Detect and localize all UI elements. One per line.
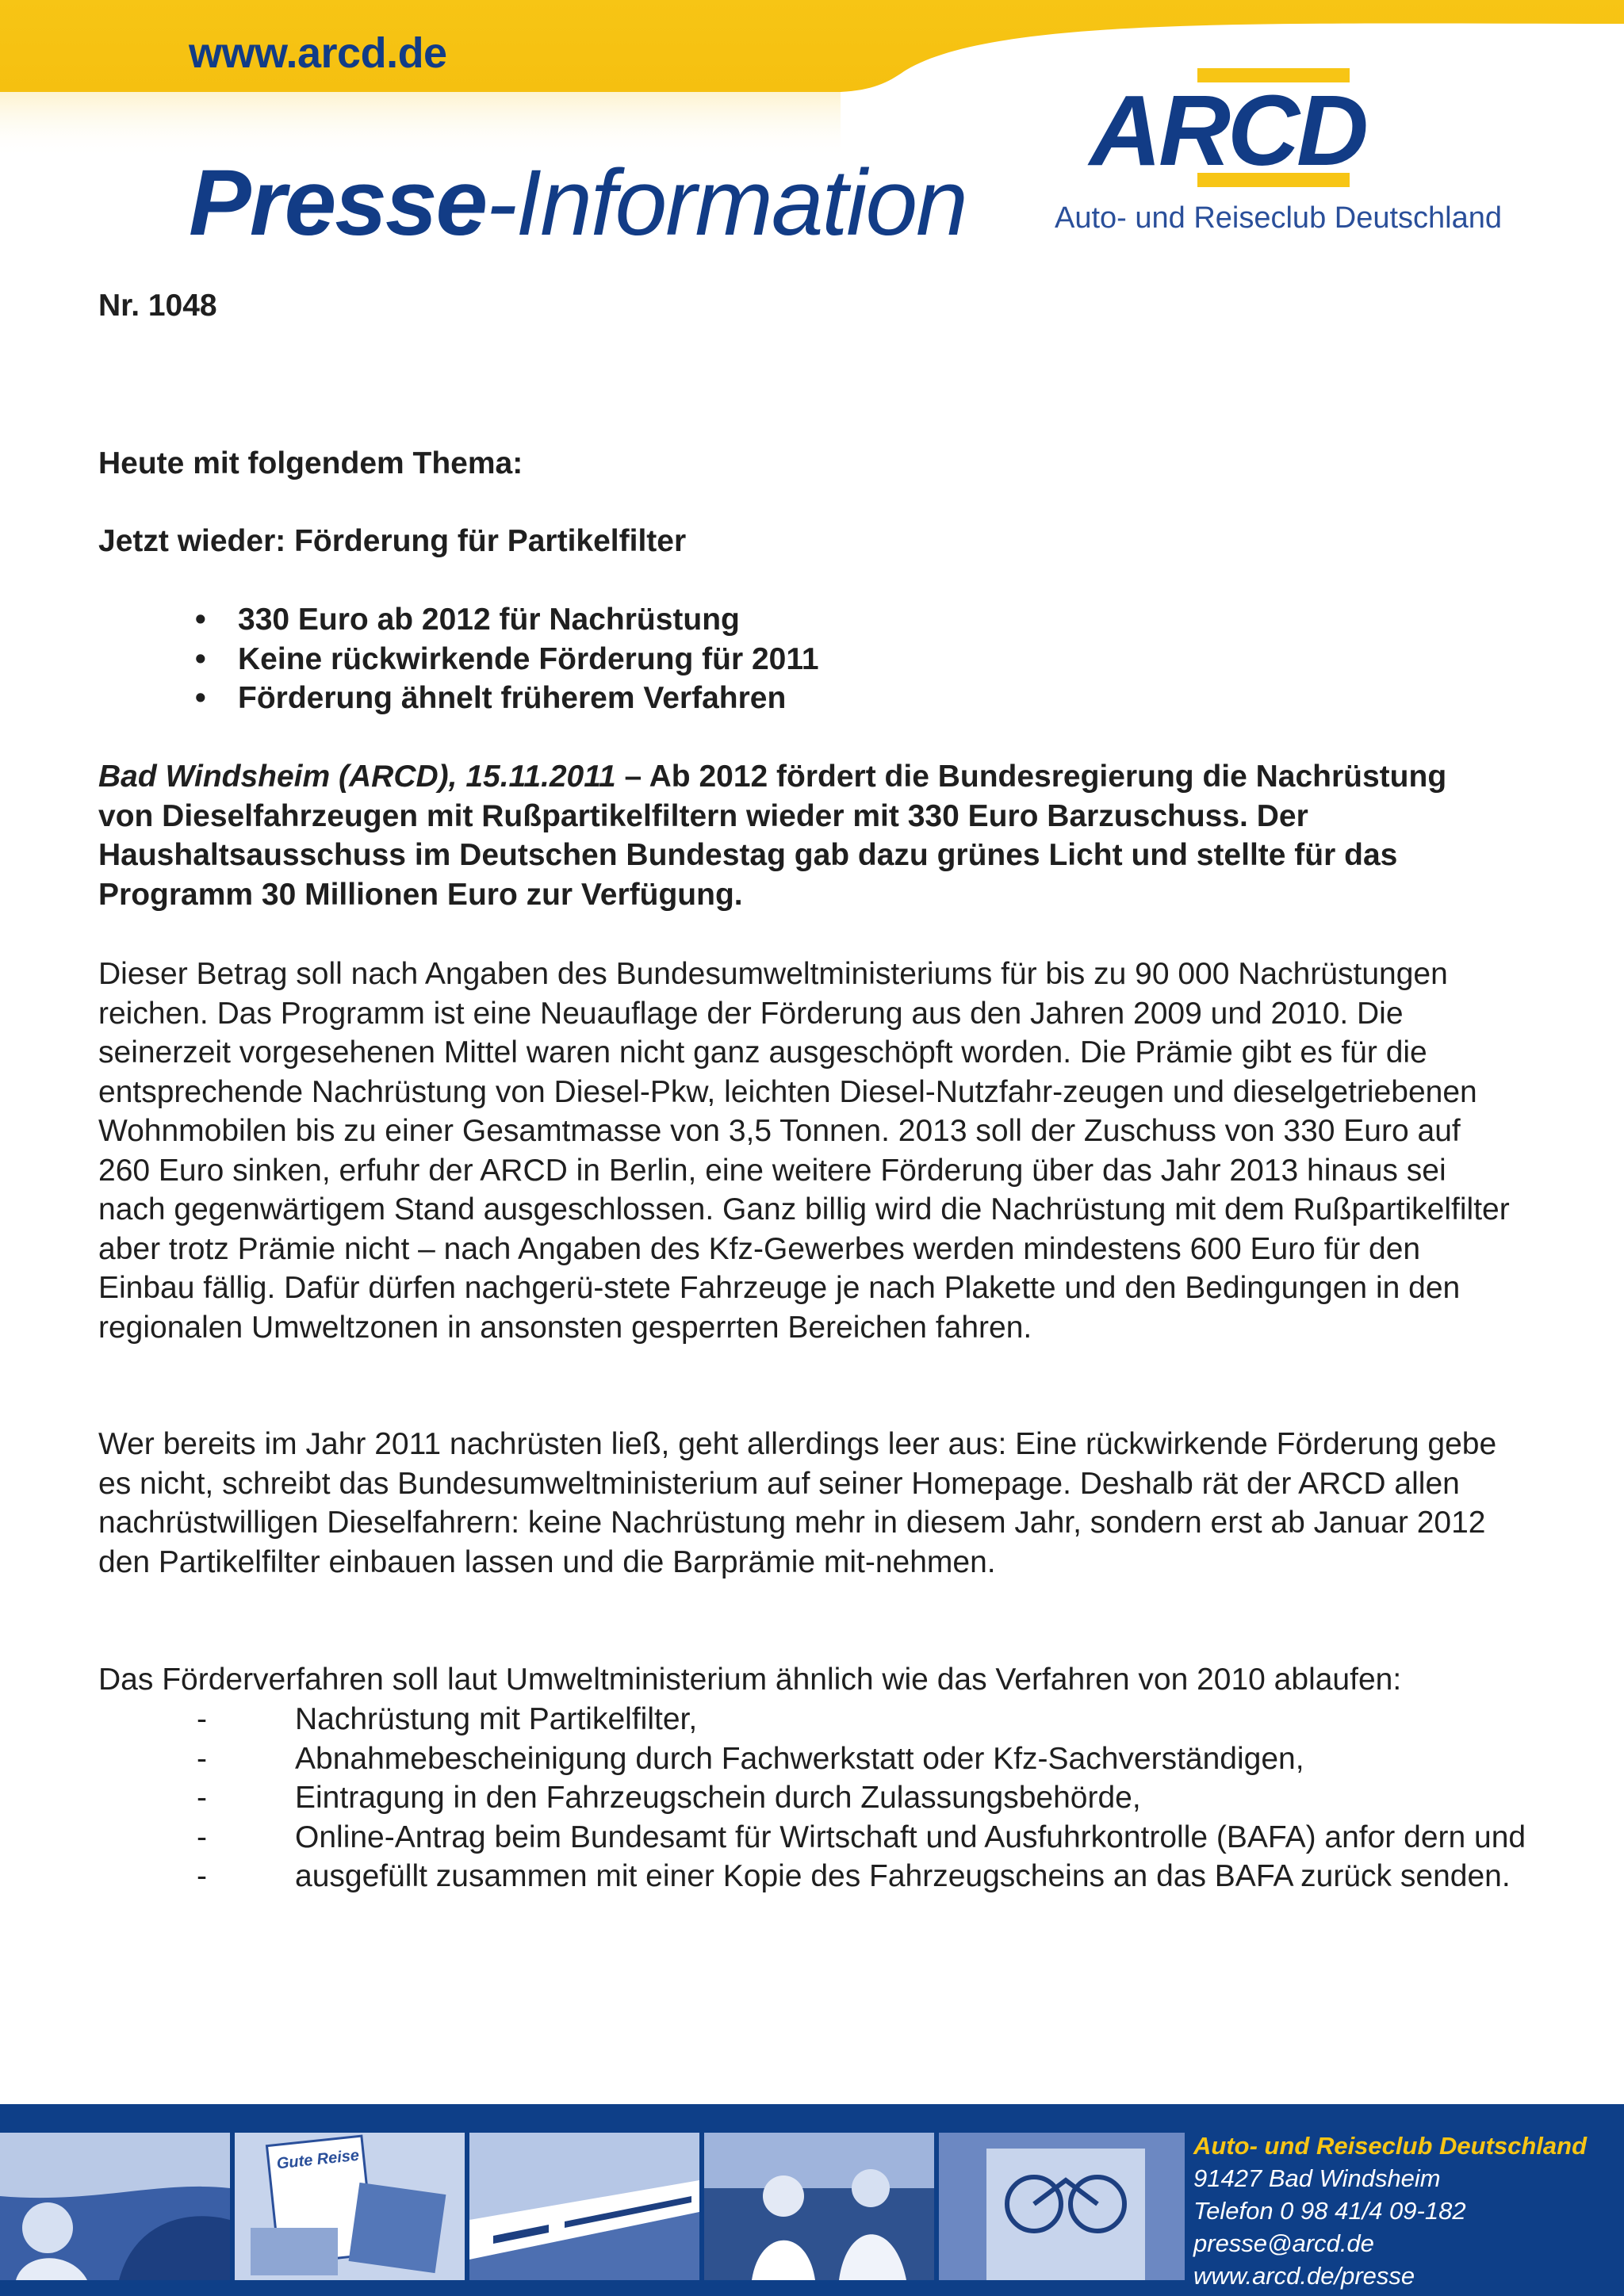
dash-icon: - [197,1859,207,1893]
bullet-item: • Förderung ähnelt früherem Verfahren [195,679,819,718]
logo-text: ARCD [1090,75,1365,186]
issue-number: Nr. 1048 [98,289,217,323]
website-url[interactable]: www.arcd.de [189,29,447,77]
step-item: - Abnahmebescheinigung durch Fachwerkstatt oder Kfz-Sachverständigen, [98,1739,1510,1779]
step-item: - Nachrüstung mit Partikelfilter, [98,1700,1510,1739]
club-tagline: Auto- und Reiseclub Deutschland [1055,201,1503,235]
body-paragraph: Dieser Betrag soll nach Angaben des Bundesumweltministeriums für bis zu 90 000 Nachrüstungen reichen. Das Programm ist eine Neuauflage der Förderung aus den Jahren 2009 und 2010. Die seinerzeit vorgesehenen Mittel waren nicht ganz ausgeschöpft worden. Die Prämie gibt es für die entsprechende Nachrüstung von Diesel-Pkw, leichten Diesel-Nutzfahr-zeugen und dieselgetriebenen Wohnmobilen bis zu einer Gesamtmasse von 3,5 Tonnen. 2013 soll der Zuschuss von 330 Euro auf 260 Euro sinken, erfuhr der ARCD in Berlin, eine weitere Förderung über das Jahr 2013 hinaus sei nach gegenwärtigem Stand ausgeschlossen. Ganz billig wird die Nachrüstung mit dem Rußpartikelfilter aber trotz Prämie nicht – nach Angaben des Kfz-Gewerbes werden mindestens 600 Euro für den Einbau fällig. Dafür dürfen nachgerü-stete Fahrzeuge je nach Plakette und den Bedingungen in den regionalen Umweltzonen in ansonsten gesperrten Bereichen fahren. [98,957,1510,1345]
footer-email[interactable]: presse@arcd.de [1193,2229,1374,2257]
procedure-intro: Das Förderverfahren soll laut Umweltministerium ähnlich wie das Verfahren von 2010 ablaufen: [98,1663,1402,1697]
footer-club-name: Auto- und Reiseclub Deutschland [1193,2132,1588,2160]
lead-text: – Ab 2012 fördert die Bundesregierung die Nachrüstung von Dieselfahrzeugen mit Rußpartikelfiltern wieder mit 330 Euro Barzuschuss. Der Haushaltsausschuss im Deutschen Bundestag gab dazu grünes Licht und stellte für das Programm 30 Millionen Euro zur Verfügung. [98,760,1447,912]
footer-photo-strip [0,2133,1189,2280]
lead-paragraph [98,757,1510,914]
footer-address: 91427 Bad Windsheim [1193,2164,1441,2192]
driver-photo [0,2133,230,2280]
bullet-item: • 330 Euro ab 2012 für Nachrüstung [195,600,819,640]
bullet-icon: • [195,641,206,676]
body-paragraph: Wer bereits im Jahr 2011 nachrüsten ließ, geht allerdings leer aus: Eine rückwirkende Förderung gebe es nicht, schreibt das Bundesumweltministerium auf seiner Homepage. Deshalb rät der ARCD allen nachrüstwilligen Dieselfahrern: keine Nachrüstung mehr in diesem Jahr, sondern erst ab Januar 2012 den Partikelfilter einbauen lassen und die Barprämie mit-nehmen. [98,1427,1497,1579]
bullet-item: • Keine rückwirkende Förderung für 2011 [195,640,819,679]
dash-icon: - [197,1820,207,1854]
footer-phone: Telefon 0 98 41/4 09-182 [1193,2197,1466,2225]
dash-icon: - [197,1741,207,1776]
step-item: - Online-Antrag beim Bundesamt für Wirtschaft und Ausfuhrkontrolle (BAFA) anfor dern und [98,1818,1580,1858]
headline: Jetzt wieder: Förderung für Partikelfilter [98,524,687,558]
step-item: - ausgefüllt zusammen mit einer Kopie des Fahrzeugscheins an das BAFA zurück senden. [98,1857,1595,1896]
procedure-step-list [98,1700,1526,1896]
summary-bullet-list [195,600,819,718]
arcd-logo [1086,68,1467,195]
footer-web[interactable]: www.arcd.de/presse [1193,2262,1415,2290]
step-item: - Eintragung in den Fahrzeugschein durch Zulassungsbehörde, [98,1778,1510,1818]
topic-intro: Heute mit folgendem Thema: [98,446,523,480]
page-title [189,149,967,257]
magazine-photo [235,2133,465,2280]
title-information: -Information [486,151,967,255]
rescue-photo [704,2133,934,2280]
title-presse: Presse [189,151,487,255]
magazine-caption: Gute Reise [275,2146,361,2173]
train-photo [469,2133,699,2280]
bullet-icon: • [195,603,206,637]
bike-rack-photo [939,2133,1185,2280]
footer-contact [1193,2130,1587,2292]
bullet-icon: • [195,681,206,715]
dateline: Bad Windsheim (ARCD), 15.11.2011 [98,760,616,794]
dash-icon: - [197,1781,207,1815]
dash-icon: - [197,1702,207,1736]
